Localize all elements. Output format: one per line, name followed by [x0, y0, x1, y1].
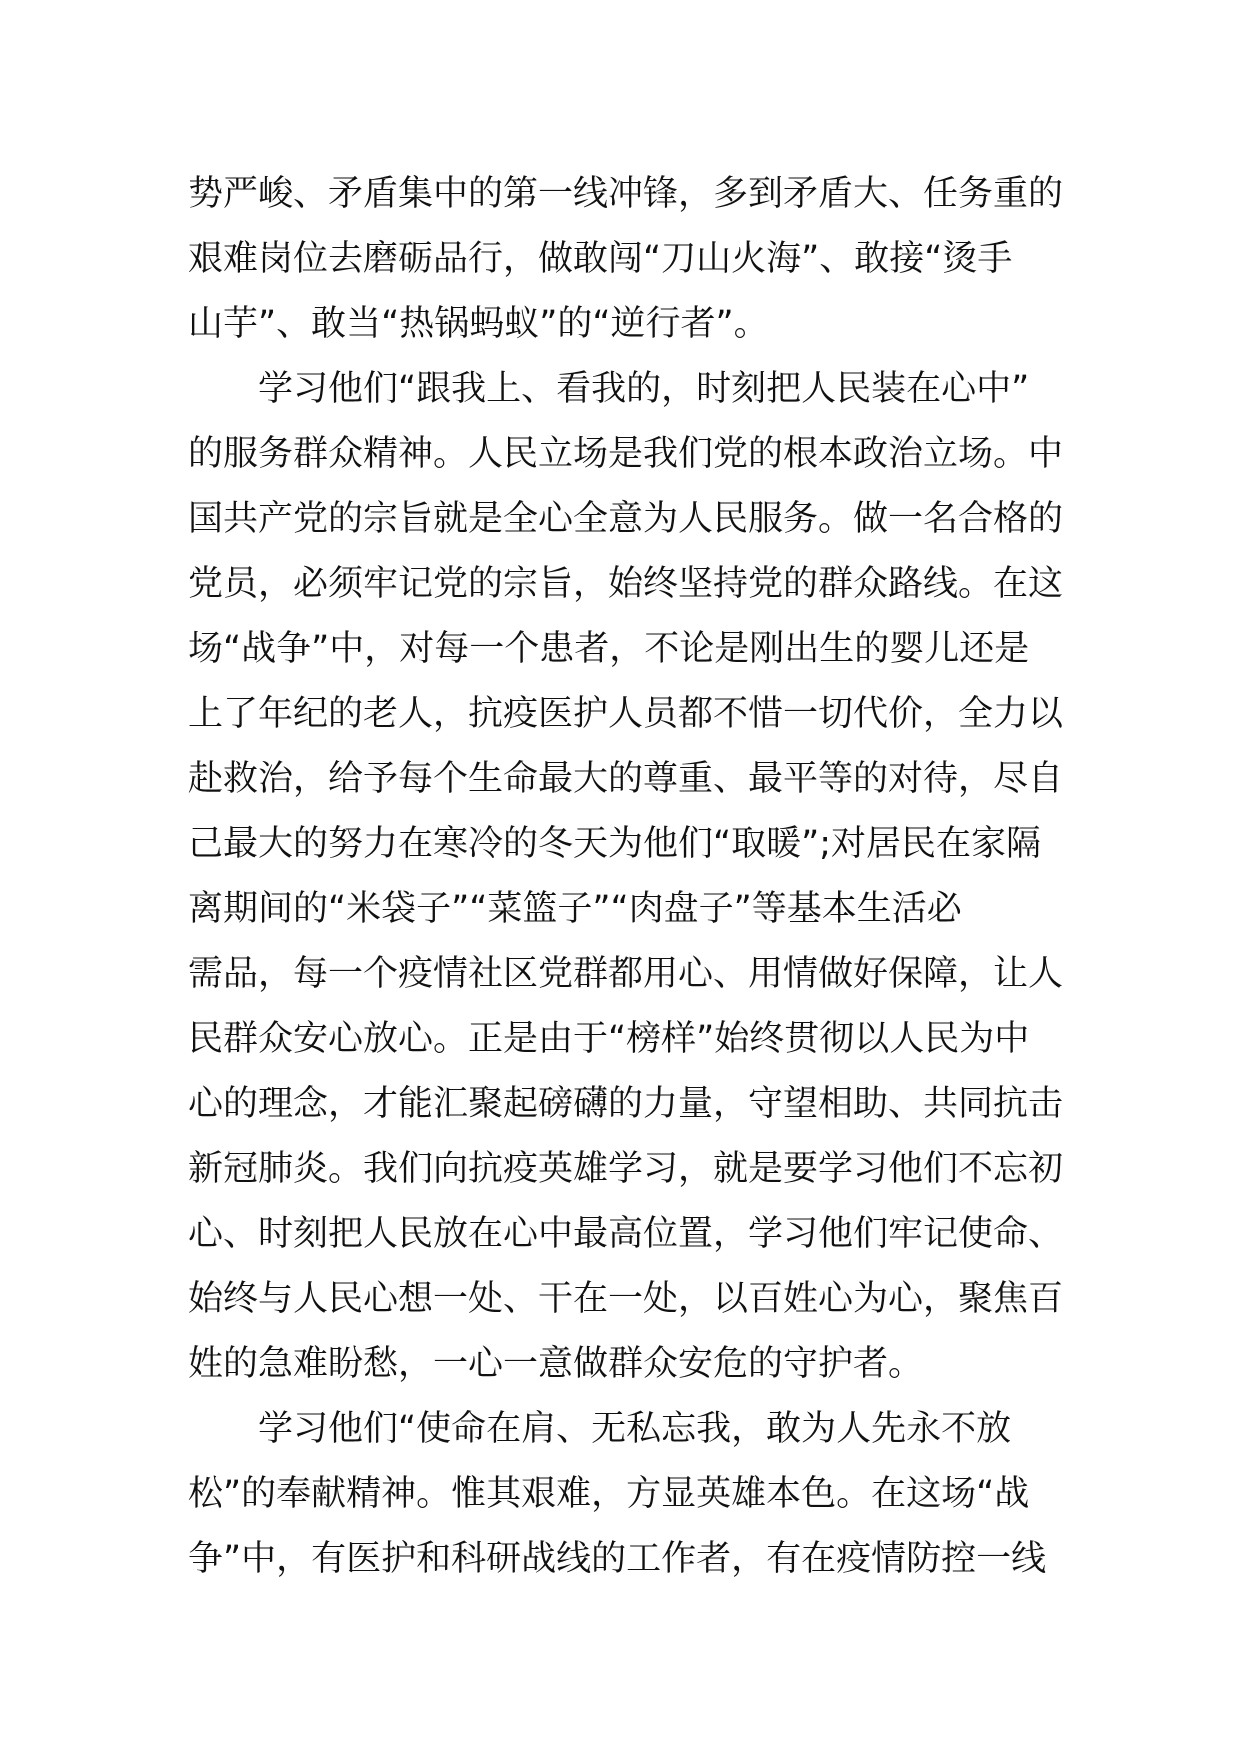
- text-line: 心的理念，才能汇聚起磅礴的力量，守望相助、共同抗击: [188, 1084, 1064, 1124]
- text-line: 势严峻、矛盾集中的第一线冲锋，多到矛盾大、任务重的: [188, 174, 1064, 214]
- text-line: 始终与人民心想一处、干在一处，以百姓心为心，聚焦百: [188, 1279, 1064, 1319]
- paragraph-start-line: 学习他们“使命在肩、无私忘我，敢为人先永不放: [258, 1409, 1012, 1449]
- text-line: 艰难岗位去磨砺品行，做敢闯“刀山火海”、敢接“烫手: [188, 239, 1013, 279]
- body-text: [188, 162, 1068, 1592]
- text-line: 国共产党的宗旨就是全心全意为人民服务。做一名合格的: [188, 499, 1064, 539]
- text-line: 的服务群众精神。人民立场是我们党的根本政治立场。中: [188, 434, 1064, 474]
- text-line: 离期间的“米袋子”“菜篮子”“肉盘子”等基本生活必: [188, 889, 962, 929]
- text-line: 民群众安心放心。正是由于“榜样”始终贯彻以人民为中: [188, 1019, 1030, 1059]
- text-line: 场“战争”中，对每一个患者，不论是刚出生的婴儿还是: [188, 629, 1030, 669]
- paragraph-start-line: 学习他们“跟我上、看我的，时刻把人民装在心中”: [258, 369, 1030, 409]
- text-line: 松”的奉献精神。惟其艰难，方显英雄本色。在这场“战: [188, 1474, 1030, 1514]
- text-line: 姓的急难盼愁，一心一意做群众安危的守护者。: [188, 1344, 924, 1384]
- text-line: 争”中，有医护和科研战线的工作者，有在疫情防控一线: [188, 1539, 1047, 1579]
- text-line: 需品，每一个疫情社区党群都用心、用情做好保障，让人: [188, 954, 1064, 994]
- text-line: 上了年纪的老人，抗疫医护人员都不惜一切代价，全力以: [188, 694, 1064, 734]
- text-line: 心、时刻把人民放在心中最高位置，学习他们牢记使命、: [188, 1214, 1064, 1254]
- text-line: 山芋”、敢当“热锅蚂蚁”的“逆行者”。: [188, 304, 769, 344]
- text-line: 赴救治，给予每个生命最大的尊重、最平等的对待，尽自: [188, 759, 1064, 799]
- text-line: 己最大的努力在寒冷的冬天为他们“取暖”;对居民在家隔: [188, 824, 1042, 864]
- text-line: 党员，必须牢记党的宗旨，始终坚持党的群众路线。在这: [188, 564, 1064, 604]
- text-line: 新冠肺炎。我们向抗疫英雄学习，就是要学习他们不忘初: [188, 1149, 1064, 1189]
